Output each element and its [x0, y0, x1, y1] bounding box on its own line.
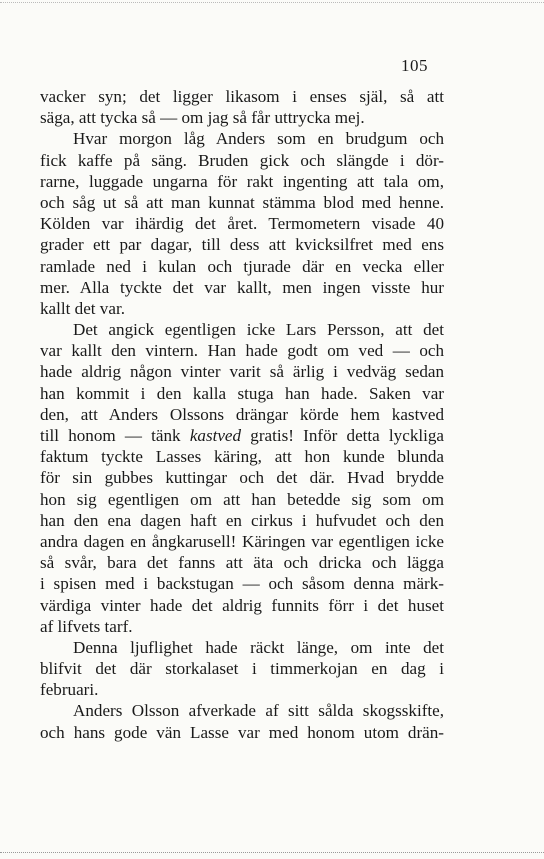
text-line: värdiga vinter hade det aldrig funnits förr i det huset — [40, 595, 444, 615]
text-line: faktum tyckte Lasses käring, att hon kunde blunda — [40, 447, 444, 467]
text-line: Hvar morgon låg Anders som en brudgum och — [73, 129, 444, 149]
page-edge-top — [0, 2, 544, 3]
text-line: kallt det var. — [40, 298, 125, 318]
page-edge-bottom — [0, 852, 544, 853]
text-line: Det angick egentligen icke Lars Persson, att det — [73, 320, 444, 340]
text-line: Denna ljuflighet hade räckt länge, om inte det — [73, 637, 444, 657]
text-line: han den ena dagen haft en cirkus i hufvudet och den — [40, 510, 444, 530]
text-line: den, att Anders Olssons drängar körde hem kastved — [40, 404, 444, 424]
text-line: af lifvets tarf. — [40, 616, 133, 636]
text-line: och såg ut så att man kunnat stämma blod med henne. — [40, 192, 444, 212]
page-number: 105 — [401, 56, 428, 75]
text-line: andra dagen en ångkarusell! Käringen var egentligen icke — [40, 531, 444, 551]
text-line: Kölden var ihärdig det året. Termometern visade 40 — [40, 214, 444, 234]
text-line: februari. — [40, 680, 99, 700]
text-line: i spisen med i backstugan — och såsom denna märk- — [40, 574, 444, 594]
body-text — [40, 86, 444, 743]
text-line: ramlade ned i kulan och tjurade där en vecka eller — [40, 256, 444, 276]
text-line: vacker syn; det ligger likasom i enses själ, så att — [40, 87, 444, 106]
text-line: var kallt den vintern. Han hade godt om ved — och — [40, 341, 444, 361]
text-line: grader ett par dagar, till dess att kvicksilfret med ens — [40, 235, 444, 255]
text-line: för sin gubbes kuttingar och det där. Hvad brydde — [40, 468, 444, 488]
text-line: och hans gode vän Lasse var med honom utom drän- — [40, 722, 444, 742]
text-line: säga, att tycka så — om jag så får uttrycka mej. — [40, 108, 365, 128]
text-line: Anders Olsson afverkade af sitt sålda skogsskifte, — [73, 701, 444, 721]
text-line: fick kaffe på säng. Bruden gick och slängde i dör- — [40, 150, 444, 170]
text-line: hon sig egentligen om att han betedde sig som om — [40, 489, 444, 509]
text-line: han kommit i den kalla stuga han hade. Saken var — [40, 383, 444, 403]
text-line: hade aldrig någon vinter varit så ärlig i vedväg sedan — [40, 362, 444, 382]
text-line: så svår, bara det fanns att äta och dricka och lägga — [40, 553, 444, 573]
text-line: blifvit det där storkalaset i timmerkojan en dag i — [40, 659, 444, 679]
text-line: till honom — tänk kastved gratis! Inför detta lyckliga — [40, 426, 444, 445]
emphasis: kastved — [189, 426, 242, 445]
text-line: rarne, luggade ungarna för rakt ingenting att tala om, — [40, 171, 444, 191]
text-line: mer. Alla tyckte det var kallt, men ingen visste hur — [40, 277, 444, 297]
